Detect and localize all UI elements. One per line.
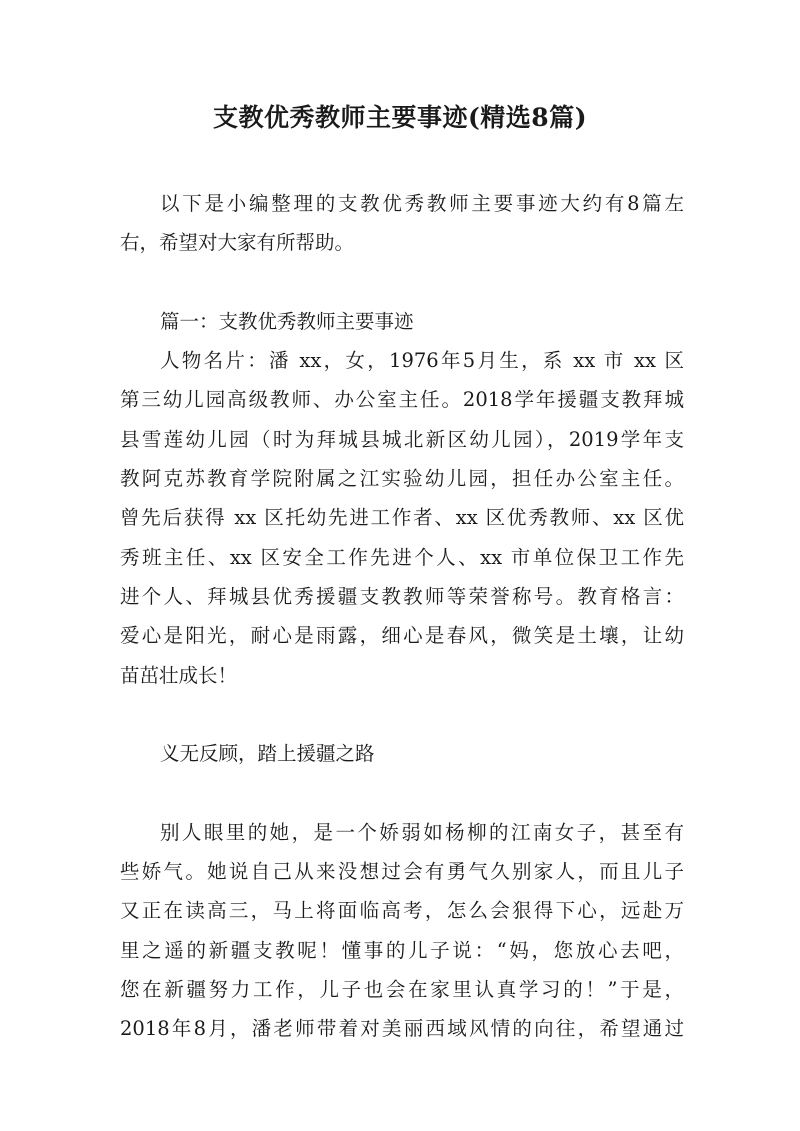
text-line: 些娇气。她说自己从来没想过会有勇气久别家人，而且儿子 (120, 860, 684, 884)
profile-paragraph (120, 341, 684, 695)
text-line: 2018年8月，潘老师带着对美丽西域风情的向往，希望通过 (120, 1017, 684, 1041)
text-line: 教阿克苏教育学院附属之江实验幼儿园，担任办公室主任。 (120, 467, 684, 491)
document-title: 支教优秀教师主要事迹(精选8篇) (212, 103, 588, 132)
text-line: 曾先后获得 xx 区托幼先进工作者、xx 区优秀教师、xx 区优 (120, 506, 684, 530)
paragraph-gap (120, 263, 684, 302)
subheading: 义无反顾，踏上援疆之路 (160, 742, 375, 766)
document-body (120, 184, 684, 1049)
text-line: 进个人、拜城县优秀援疆支教教师等荣誉称号。教育格言： (120, 584, 684, 608)
text-line: 又正在读高三，马上将面临高考，怎么会狠得下心，远赴万 (120, 899, 684, 923)
paragraph-gap (120, 773, 684, 812)
text-line: 第三幼儿园高级教师、办公室主任。2018学年援疆支教拜城 (120, 388, 684, 412)
text-line: 右，希望对大家有所帮助。 (120, 231, 355, 255)
text-line: 爱心是阳光，耐心是雨露，细心是春风，微笑是土壤，让幼 (120, 624, 684, 648)
text-line: 秀班主任、xx 区安全工作先进个人、xx 市单位保卫工作先 (120, 545, 684, 569)
story-paragraph (120, 813, 684, 1049)
text-line: 以下是小编整理的支教优秀教师主要事迹大约有8篇左 (160, 192, 684, 215)
text-line: 县雪莲幼儿园（时为拜城县城北新区幼儿园），2019学年支 (120, 427, 684, 451)
text-line: 您在新疆努力工作，儿子也会在家里认真学习的！”于是， (120, 977, 684, 1001)
text-line: 别人眼里的她，是一个娇弱如杨柳的江南女子，甚至有 (160, 820, 684, 844)
text-line: 里之遥的新疆支教呢！懂事的儿子说：“妈，您放心去吧， (120, 938, 684, 962)
paragraph-gap (120, 695, 684, 734)
text-line: 苗茁壮成长！ (120, 663, 238, 687)
intro-paragraph (120, 184, 684, 263)
text-line: 人物名片：潘 xx，女，1976年5月生，系 xx 市 xx 区 (160, 349, 684, 373)
section-heading: 篇一：支教优秀教师主要事迹 (160, 309, 414, 333)
